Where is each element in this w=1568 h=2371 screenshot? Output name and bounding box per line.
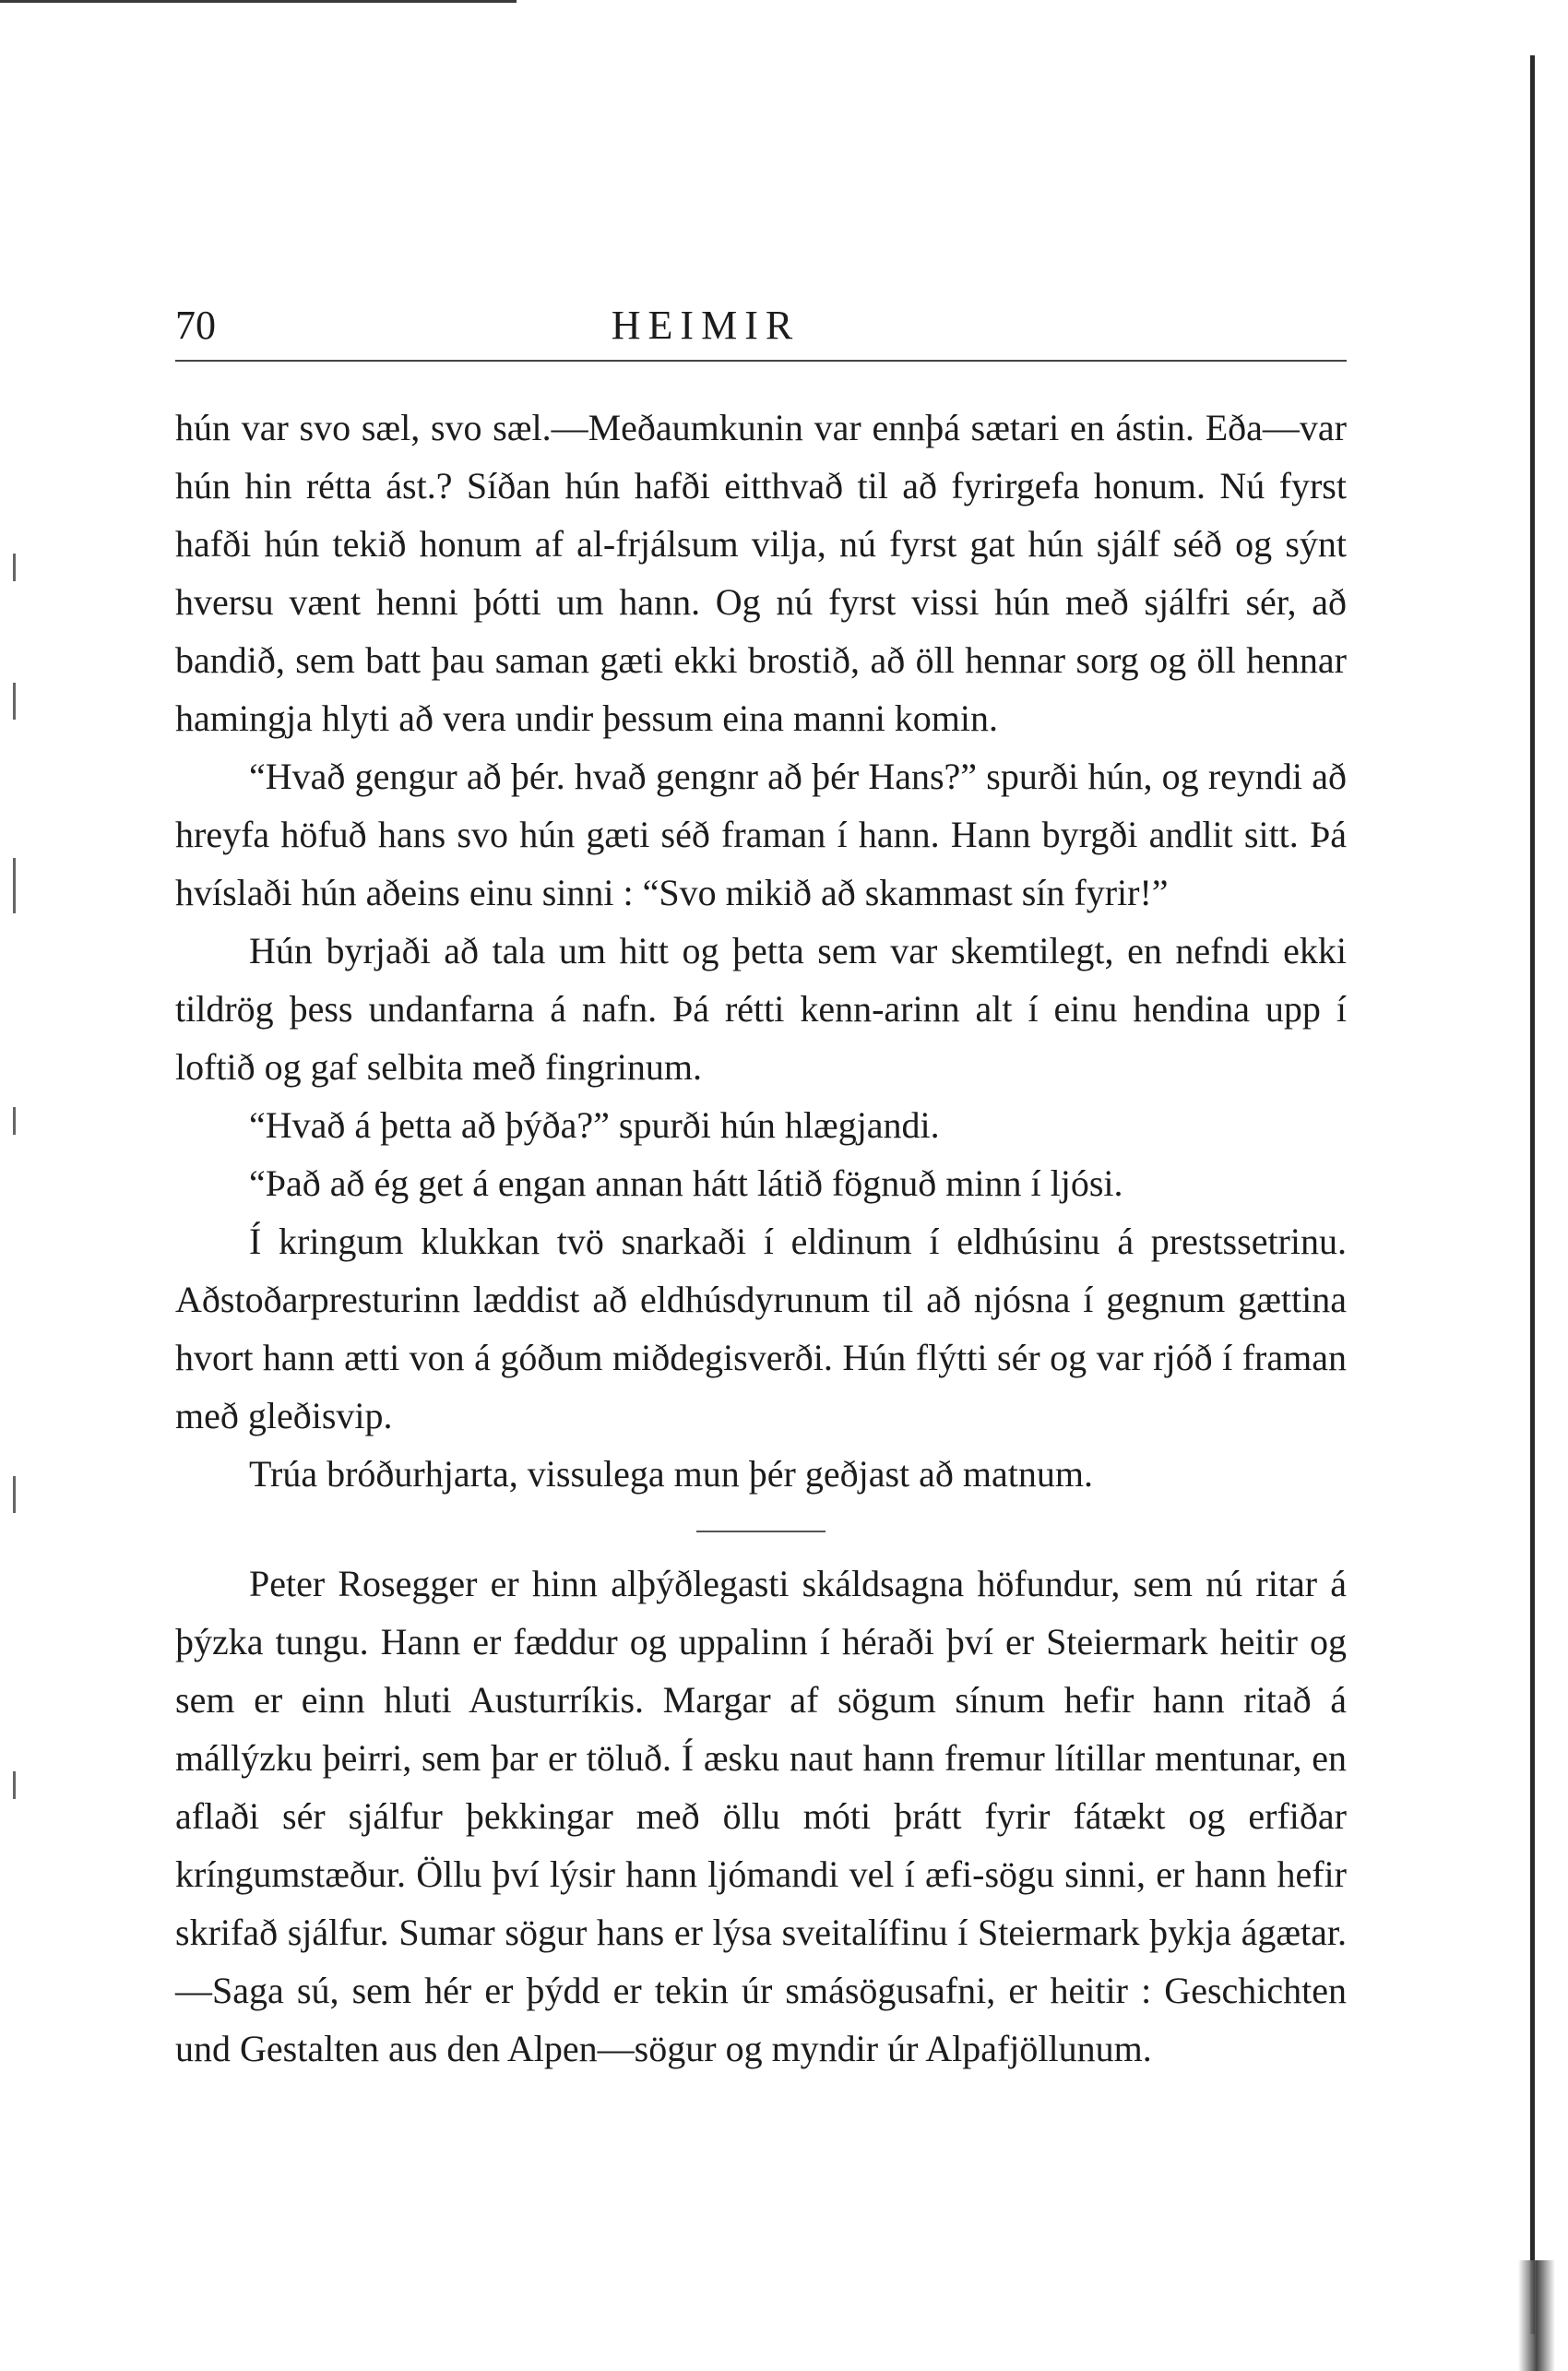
- paragraph-1: hún var svo sæl, svo sæl.—Meðaumkunin var ennþá sætari en ástin. Eða—var hún hin rétta ást.? Síðan hún hafði eitthvað til að fyrirgefa honum. Nú fyrst hafði hún tekið honum af al-frjálsum vilja, nú fyrst gat hún sjálf séð og sýnt hversu vænt henni þótti um hann. Og nú fyrst vissi hún með sjálfri sér, að bandið, sem batt þau saman gæti ekki brostið, að öll hennar sorg og öll hennar hamingja hlyti að vera undir þessum eina manni komin.: [175, 407, 1347, 739]
- paragraph-5: “Það að ég get á engan annan hátt látið fögnuð minn í ljósi.: [249, 1162, 1123, 1204]
- section-separator: [696, 1531, 826, 1532]
- scan-left-edge-marks: [13, 554, 20, 1937]
- translator-note: Peter Rosegger er hinn alþýðlegasti skáldsagna höfundur, sem nú ritar á þýzka tungu. Hann er fæddur og uppalinn í héraði því er Steiermark heitir og sem er einn hluti Austurríkis. Margar af sögum sínum hefir hann ritað á mállýzku þeirri, sem þar er töluð. Í æsku naut hann fremur lítillar mentunar, en aflaði sér sjálfur þekkingar með öllu móti þrátt fyrir fátækt og erfiðar kríngumstæður. Öllu því lýsir hann ljómandi vel í æfi-sögu sinni, er hann hefir skrifað sjálfur. Sumar sögur hans er lýsa sveitalífinu í Steiermark þykja ágætar.—Saga sú, sem hér er þýdd er tekin úr smásögusafni, er heitir : Geschichten und Gestalten aus den Alpen—sögur og myndir úr Alpafjöllunum.: [175, 1563, 1347, 2069]
- scan-binding-edge: [1530, 55, 1535, 2334]
- paragraph-3: Hún byrjaði að tala um hitt og þetta sem var skemtilegt, en nefndi ekki tildrög þess undanfarna á nafn. Þá rétti kenn-arinn alt í einu hendina upp í loftið og gaf selbita með fingrinum.: [175, 930, 1347, 1088]
- paragraph-6: Í kringum klukkan tvö snarkaði í eldinum í eldhúsinu á prestssetrinu. Aðstoðarpresturinn læddist að eldhúsdyrunum til að njósna í gegnum gættina hvort hann ætti von á góðum miðdegisverði. Hún flýtti sér og var rjóð í framan með gleðisvip.: [175, 1221, 1347, 1436]
- scan-top-edge-line: [0, 0, 517, 3]
- page-number: 70: [175, 303, 216, 348]
- running-title: HEIMIR: [611, 303, 801, 348]
- paragraph-4: “Hvað á þetta að þýða?” spurði hún hlægjandi.: [249, 1104, 940, 1146]
- body-text: [175, 399, 1347, 2078]
- paragraph-7: Trúa bróðurhjarta, vissulega mun þér geðjast að matnum.: [249, 1453, 1093, 1495]
- paragraph-2: “Hvað gengur að þér. hvað gengnr að þér Hans?” spurði hún, og reyndi að hreyfa höfuð hans svo hún gæti séð framan í hann. Hann byrgði andlit sitt. Þá hvíslaði hún aðeins einu sinni : “Svo mikið að skammast sín fyrir!”: [175, 756, 1347, 913]
- running-header: [175, 277, 1347, 362]
- scan-binding-shadow: [1518, 2260, 1555, 2371]
- book-page: [175, 277, 1347, 2078]
